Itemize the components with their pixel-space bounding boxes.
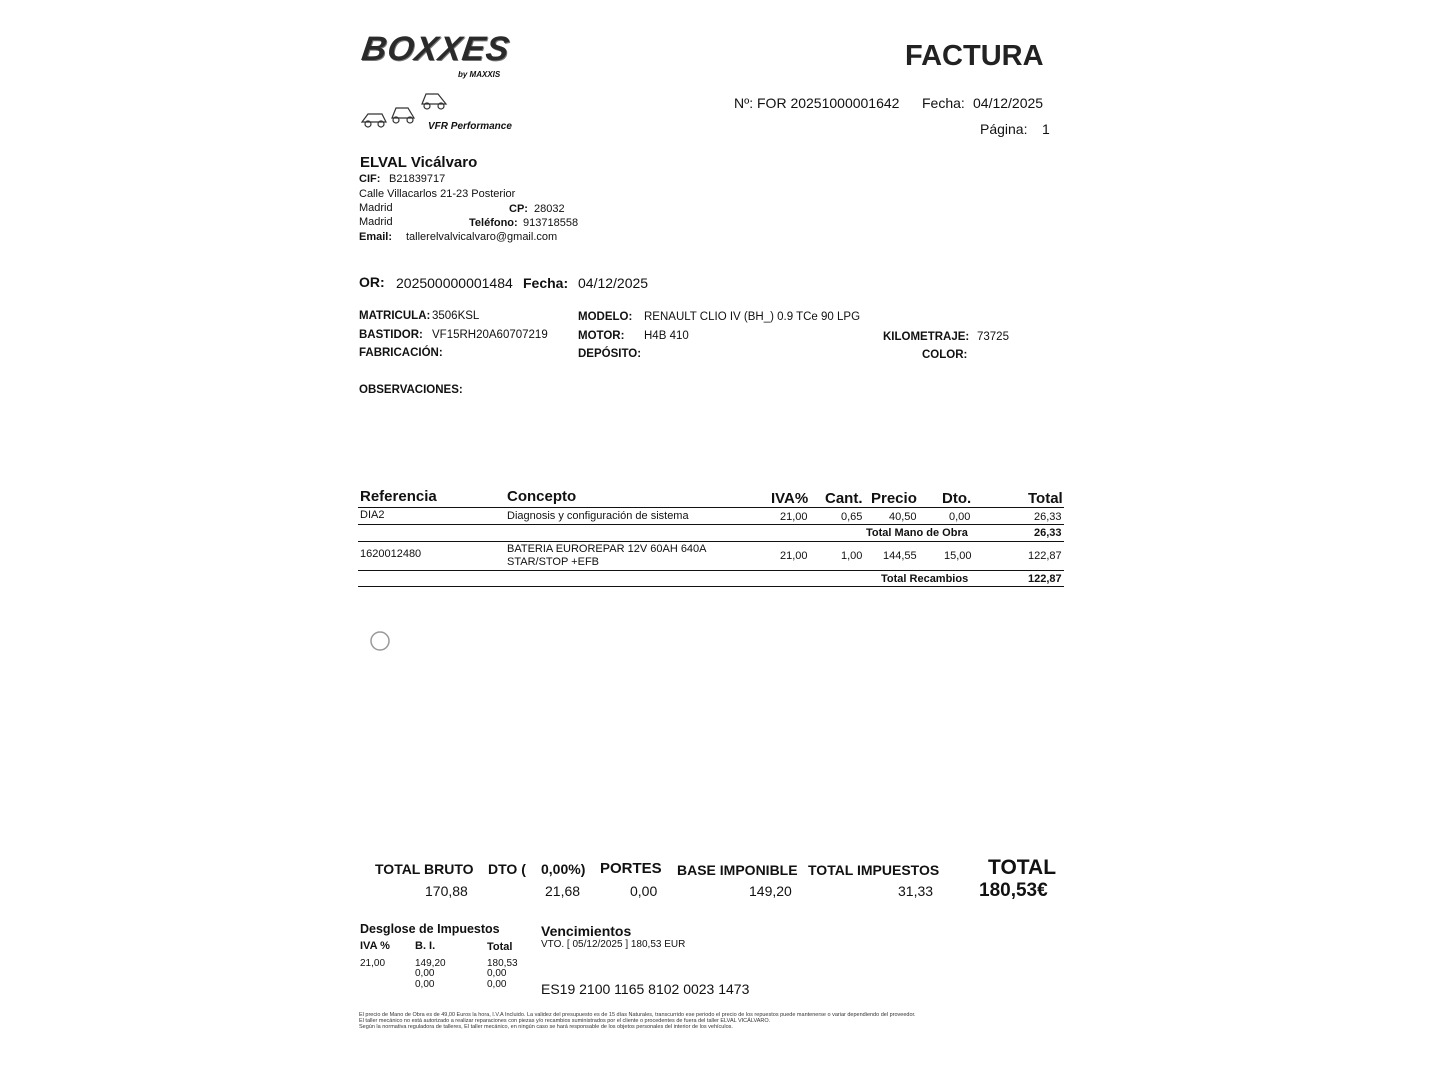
customer-address: Calle Villacarlos 21-23 Posterior: [359, 188, 516, 200]
cp-label: CP:: [509, 203, 528, 215]
brand-logo: BOXXES: [359, 30, 513, 68]
tax-row-total: 0,00: [487, 979, 507, 990]
invoice-date-label: Fecha:: [922, 95, 965, 111]
row-ref: DIA2: [360, 509, 385, 521]
tax-row-bi: 0,00: [415, 979, 435, 990]
invoice-number-label: Nº:: [734, 95, 754, 111]
email-label: Email:: [359, 231, 393, 243]
due-title: Vencimientos: [541, 923, 632, 939]
fabricacion-label: FABRICACIÓN:: [359, 347, 443, 359]
col-header-cant: Cant.: [825, 490, 863, 507]
tax-row-iva: 21,00: [360, 958, 386, 969]
row-rule: [358, 524, 1064, 525]
col-header-precio: Precio: [871, 490, 917, 507]
brand-tagline: VFR Performance: [428, 121, 512, 132]
section-rule: [358, 541, 1064, 542]
header-rule: [358, 507, 1064, 508]
tax-row-total: 0,00: [487, 968, 507, 979]
total-bruto-label: TOTAL BRUTO: [375, 861, 474, 877]
observaciones-label: OBSERVACIONES:: [359, 384, 463, 396]
col-header-iva: IVA%: [771, 490, 809, 507]
or-date: 04/12/2025: [578, 275, 649, 291]
row-rule: [358, 570, 1064, 571]
row-iva: 21,00: [780, 511, 808, 523]
total-bruto-value: 170,88: [425, 883, 468, 899]
motor-value: H4B 410: [644, 330, 689, 342]
cif-label: CIF:: [359, 173, 381, 185]
customer-name: ELVAL Vicálvaro: [360, 154, 478, 171]
invoice-number: FOR 20251000001642: [757, 95, 900, 111]
punch-hole-icon: [368, 630, 392, 654]
color-label: COLOR:: [922, 349, 968, 361]
customer-city: Madrid: [359, 202, 393, 214]
motor-label: MOTOR:: [578, 330, 625, 342]
total-impuestos-label: TOTAL IMPUESTOS: [808, 862, 940, 878]
bastidor-label: BASTIDOR:: [359, 329, 423, 341]
grand-total-label: TOTAL: [988, 856, 1057, 879]
tax-breakdown-title: Desglose de Impuestos: [360, 922, 500, 936]
col-header-referencia: Referencia: [360, 488, 437, 505]
row-total: 122,87: [1028, 550, 1062, 562]
tax-row-bi: 149,20: [415, 958, 446, 969]
bastidor-value: VF15RH20A60707219: [432, 329, 548, 341]
subtotal-labor-label: Total Mano de Obra: [866, 527, 968, 539]
subtotal-parts-value: 122,87: [1028, 573, 1062, 585]
brand-sub: by MAXXIS: [458, 70, 501, 79]
or-date-label: Fecha:: [523, 275, 569, 291]
row-precio: 40,50: [889, 511, 917, 523]
tax-col-iva: IVA %: [360, 940, 390, 952]
kilometraje-value: 73725: [977, 331, 1009, 343]
col-header-concepto: Concepto: [507, 488, 577, 505]
tax-col-total: Total: [487, 941, 513, 953]
matricula-label: MATRICULA:: [359, 310, 431, 322]
email-value: tallerelvalvicalvaro@gmail.com: [406, 231, 558, 243]
dto-label: DTO (: [488, 861, 526, 877]
row-concept-line2: STAR/STOP +EFB: [507, 556, 600, 568]
cp-value: 28032: [534, 203, 565, 215]
deposito-label: DEPÓSITO:: [578, 348, 642, 360]
total-impuestos-value: 31,33: [898, 883, 934, 899]
matricula-value: 3506KSL: [432, 310, 480, 322]
page-number: 1: [1042, 121, 1050, 137]
col-header-dto: Dto.: [942, 490, 972, 507]
base-imponible-label: BASE IMPONIBLE: [677, 862, 798, 878]
tax-row-bi: 0,00: [415, 968, 435, 979]
row-precio: 144,55: [883, 550, 917, 562]
row-ref: 1620012480: [360, 548, 422, 560]
subtotal-parts-label: Total Recambios: [881, 573, 969, 585]
dto-percent: 0,00%): [541, 861, 586, 877]
row-total: 26,33: [1034, 511, 1062, 523]
row-iva: 21,00: [780, 550, 808, 562]
dto-value: 21,68: [545, 883, 581, 899]
iban: ES19 2100 1165 8102 0023 1473: [541, 981, 750, 997]
tax-row-total: 180,53: [487, 958, 518, 969]
or-number: 202500000001484: [396, 275, 513, 291]
modelo-label: MODELO:: [578, 311, 633, 323]
invoice-date: 04/12/2025: [973, 95, 1044, 111]
row-cant: 0,65: [841, 511, 863, 523]
grand-total-value: 180,53€: [979, 880, 1048, 901]
row-dto: 0,00: [949, 511, 971, 523]
document-title: FACTURA: [905, 40, 1044, 72]
or-label: OR:: [359, 274, 385, 290]
table-bottom-rule: [358, 586, 1064, 587]
portes-value: 0,00: [630, 883, 658, 899]
page-label: Página:: [980, 121, 1028, 137]
portes-label: PORTES: [600, 860, 662, 877]
subtotal-labor-value: 26,33: [1034, 527, 1062, 539]
modelo-value: RENAULT CLIO IV (BH_) 0.9 TCe 90 LPG: [644, 311, 861, 323]
row-dto: 15,00: [944, 550, 972, 562]
row-concept: Diagnosis y configuración de sistema: [507, 510, 689, 522]
phone-value: 913718558: [523, 217, 579, 229]
customer-province: Madrid: [359, 216, 393, 228]
kilometraje-label: KILOMETRAJE:: [883, 331, 970, 343]
row-concept: BATERIA EUROREPAR 12V 60AH 640A: [507, 543, 707, 555]
cif-value: B21839717: [389, 173, 446, 185]
base-imponible-value: 149,20: [749, 883, 792, 899]
phone-label: Teléfono:: [469, 217, 518, 229]
footer-line: El precio de Mano de Obra es de 49,00 Euros la hora, I.V.A Incluido. La validez del presupuesto es de 15 días Naturales, transcurrido ese periodo el precio de los repuestos puede mantenerse o variar dependiendo del proveedor.: [359, 1012, 916, 1018]
tax-col-bi: B. I.: [415, 940, 436, 952]
footer-line: El taller mecánico no está autorizado a realizar reparaciones con piezas y/o recambios suministrados por el cliente o procedentes de fuera del taller ELVAL VICÁLVARO.: [359, 1018, 771, 1024]
row-cant: 1,00: [841, 550, 863, 562]
due-line: VTO. [ 05/12/2025 ] 180,53 EUR: [541, 939, 686, 950]
footer-line: Según la normativa reguladora de talleres, El taller mecánico, en ningún caso se hará responsable de los objetos personales del interior de los vehículos.: [359, 1024, 733, 1030]
col-header-total: Total: [1028, 490, 1063, 507]
